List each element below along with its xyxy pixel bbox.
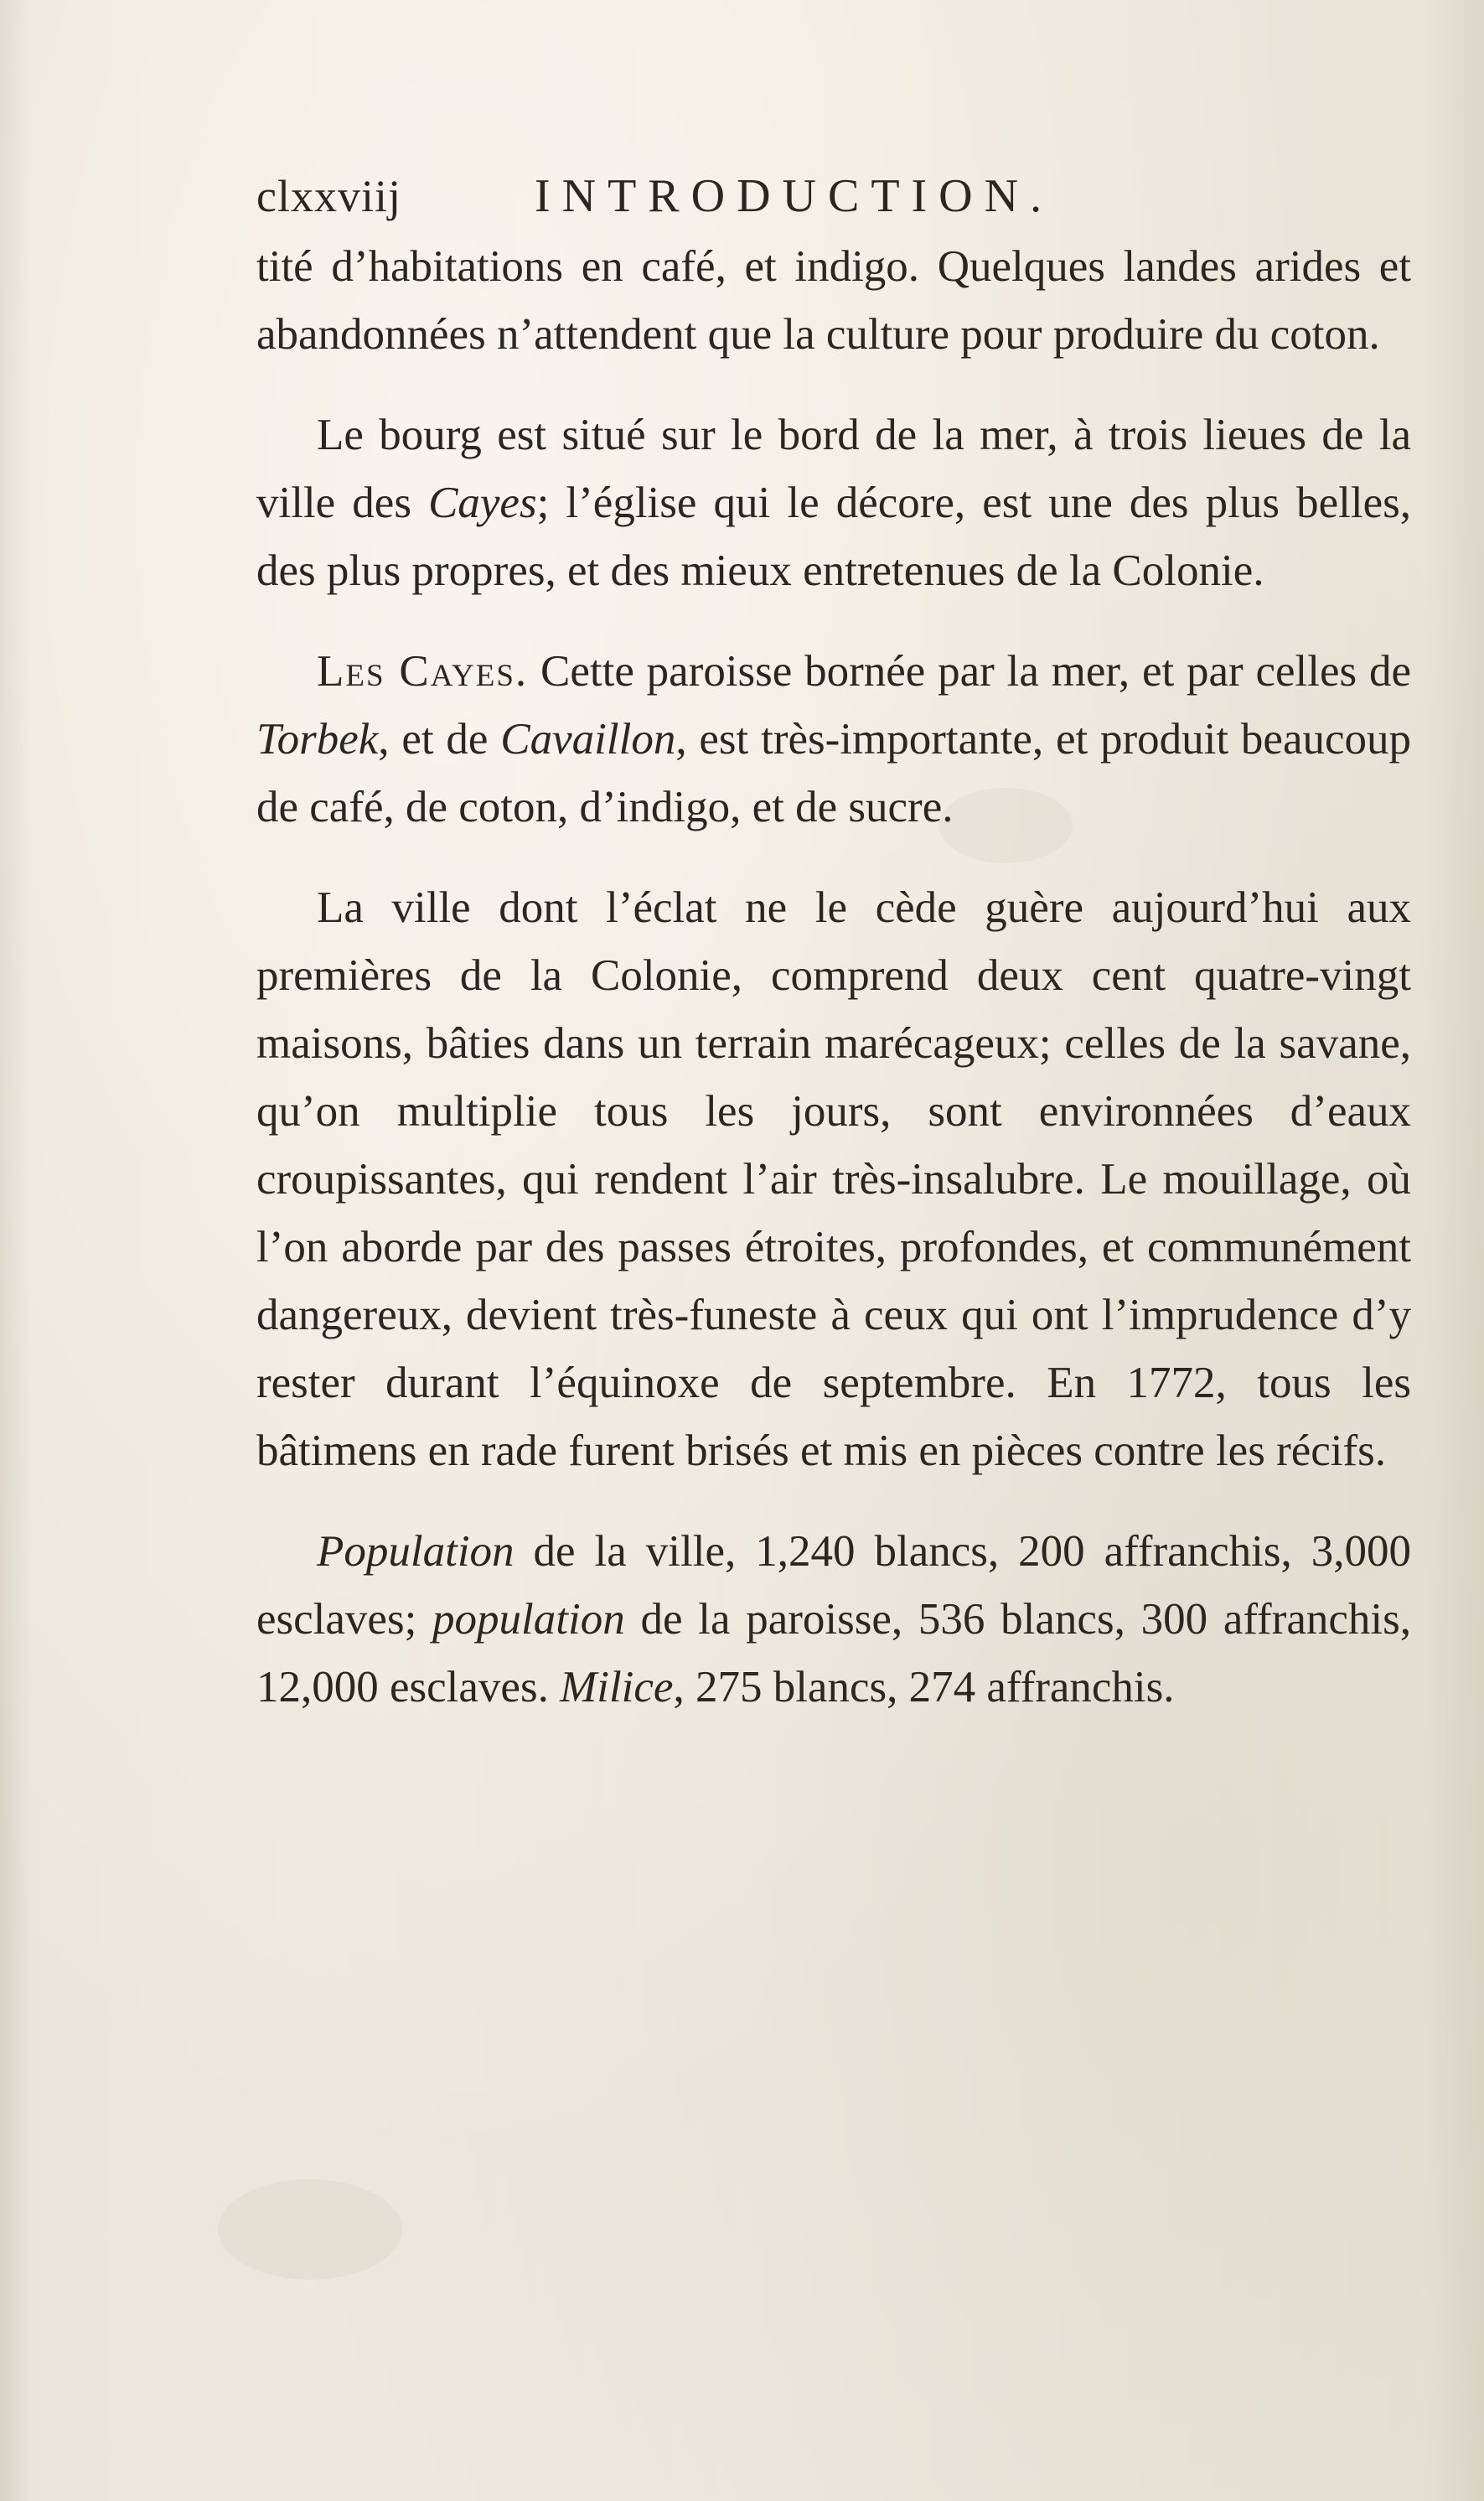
paragraph-text: , et de	[378, 715, 501, 764]
paragraph-text: , 275 blancs, 274 affranchis.	[673, 1663, 1175, 1711]
paragraph-text: de la paroisse, 536 blancs, 300 affranchis, 12,000 esclaves.	[256, 1595, 1411, 1711]
place-name: Cavaillon	[500, 715, 676, 764]
running-title: INTRODUCTION.	[535, 170, 1054, 222]
paragraph-continuation: tité d’habitations en café, et indigo. Quelques landes arides et abandonnées n’attendent que la culture pour produire du coton.	[256, 242, 1411, 359]
page-header	[256, 164, 1411, 228]
paragraph-les-cayes	[256, 638, 1411, 841]
place-name: Cayes	[428, 479, 537, 527]
paragraph-text: , est très-importante, et produit beaucoup de café, de coton, d’indigo, et de sucre.	[256, 715, 1411, 831]
paragraph-text: de la ville, 1,240 blancs, 200 affranchis, 3,000 esclaves;	[256, 1527, 1411, 1644]
paragraph-text: Le bourg est situé sur le bord de la mer, à trois lieues de la ville des	[256, 411, 1411, 527]
paragraph-text: ; l’église qui le décore, est une des plus belles, des plus propres, et des mieux entretenues de la Colonie.	[256, 479, 1411, 595]
paragraph-text: Cette paroisse bornée par la mer, et par celles de	[528, 647, 1411, 696]
paragraph-bourg	[256, 401, 1411, 605]
paragraph-la-ville: La ville dont l’éclat ne le cède guère aujourd’hui aux premières de la Colonie, comprend deux cent quatre-vingt maisons, bâties dans un terrain marécageux; celles de la savane, qu’on multiplie tous les jours, sont environnées d’eaux croupissantes, qui rendent l’air très-insalubre. Le mouillage, où l’on aborde par des passes étroites, profondes, et communément dangereux, devient très-funeste à ceux qui ont l’imprudence d’y rester durant l’équinoxe de septembre. En 1772, tous les bâtimens en rade furent brisés et mis en pièces contre les récifs.	[256, 883, 1411, 1475]
paper-stain	[218, 2179, 402, 2280]
place-name: Torbek	[256, 715, 379, 764]
section-heading: Les Cayes.	[317, 647, 529, 696]
label-population: Population	[317, 1527, 514, 1576]
label-milice: Milice	[560, 1663, 674, 1711]
page-text	[256, 164, 1411, 1722]
label-population: population	[432, 1595, 625, 1644]
paragraph-population	[256, 1518, 1411, 1722]
page-number: clxxviij	[256, 171, 401, 221]
